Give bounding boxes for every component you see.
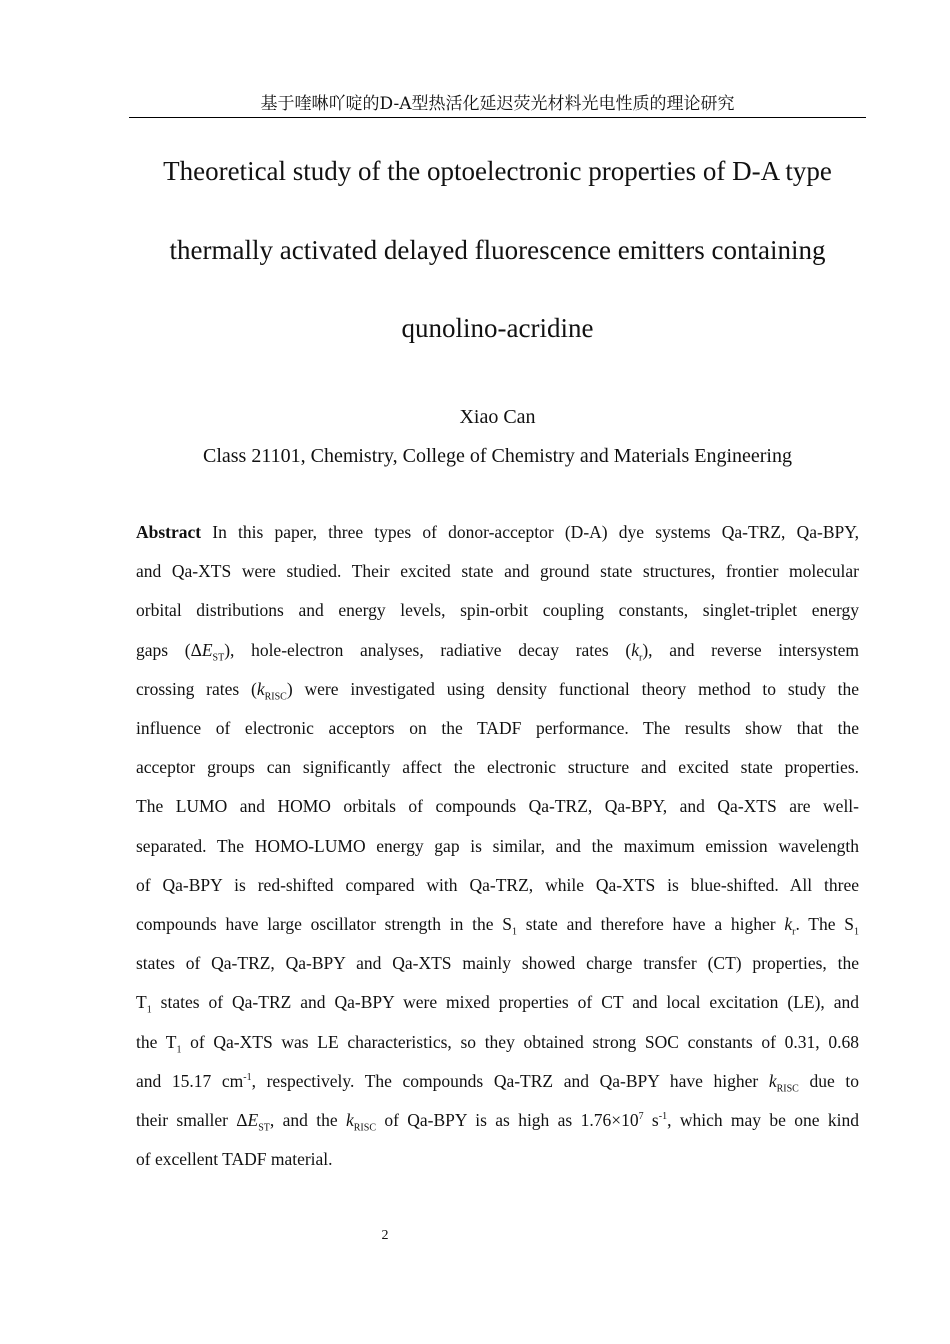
running-header: 基于喹啉吖啶的D-A型热活化延迟荧光材料光电性质的理论研究 <box>129 92 866 118</box>
title-line-1: Theoretical study of the optoelectronic properties of D-A type <box>163 156 832 186</box>
author-affiliation: Class 21101, Chemistry, College of Chemistry and Materials Engineering <box>203 445 792 467</box>
paper-title <box>100 132 895 368</box>
abstract-line: the $T_1$ of Qa-XTS was LE characteristics, so they obtained strong SOC constants of 0.31, 0.68 <box>136 1031 859 1056</box>
abstract-line: compounds have large oscillator strength in the $S_1$ state and therefore have a higher $k_r$. The $S_1$ <box>136 914 860 938</box>
abstract-line: orbital distributions and energy levels, spin-orbit coupling constants, singlet-triplet energy <box>136 600 859 621</box>
abstract-line: gaps $(\Delta E_{ST})$, hole-electron analyses, radiative decay rates $(k_r)$, and reverse intersystem <box>136 639 859 664</box>
abstract-line: Abstract In this paper, three types of donor-acceptor (D-A) dye systems Qa-TRZ, Qa-BPY, <box>136 522 859 542</box>
abstract-line: acceptor groups can significantly affect the electronic structure and excited state properties. <box>136 757 859 778</box>
abstract-line: influence of electronic acceptors on the TADF performance. The results show that the <box>136 718 859 739</box>
abstract-line: The LUMO and HOMO orbitals of compounds Qa-TRZ, Qa-BPY, and Qa-XTS are well- <box>136 796 859 817</box>
abstract-line: and 15.17 $cm^{-1}$, respectively. The compounds Qa-TRZ and Qa-BPY have higher $k_{RISC}$ due to <box>136 1070 859 1095</box>
author-name: Xiao Can <box>459 406 536 428</box>
title-line-2: thermally activated delayed fluorescence emitters containing <box>169 234 826 265</box>
abstract-line: states of Qa-TRZ, Qa-BPY and Qa-XTS mainly showed charge transfer (CT) properties, the <box>136 953 859 974</box>
abstract <box>136 513 859 1179</box>
abstract-line: their smaller $\Delta E_{ST}$, and the $k_{RISC}$ of Qa-BPY is as high as $1.76\times 10^7$ $s^{-1}$, which may be one kind <box>136 1110 860 1134</box>
title-line-3: qunolino-acridine <box>401 313 594 343</box>
page-number: 2 <box>381 1228 389 1243</box>
abstract-line: of Qa-BPY is red-shifted compared with Qa-TRZ, while Qa-XTS is blue-shifted. All three <box>136 874 859 895</box>
abstract-line: separated. The HOMO-LUMO energy gap is similar, and the maximum emission wavelength <box>136 835 859 856</box>
abstract-label: Abstract <box>136 522 202 542</box>
abstract-line: of excellent TADF material. <box>136 1149 333 1170</box>
abstract-line: crossing rates $(k_{RISC})$ were investigated using density functional theory method to study the <box>136 678 859 703</box>
abstract-line: $T_1$ states of Qa-TRZ and Qa-BPY were mixed properties of CT and local excitation (LE), and <box>136 992 859 1016</box>
abstract-line: and Qa-XTS were studied. Their excited state and ground state structures, frontier molecular <box>136 561 859 582</box>
